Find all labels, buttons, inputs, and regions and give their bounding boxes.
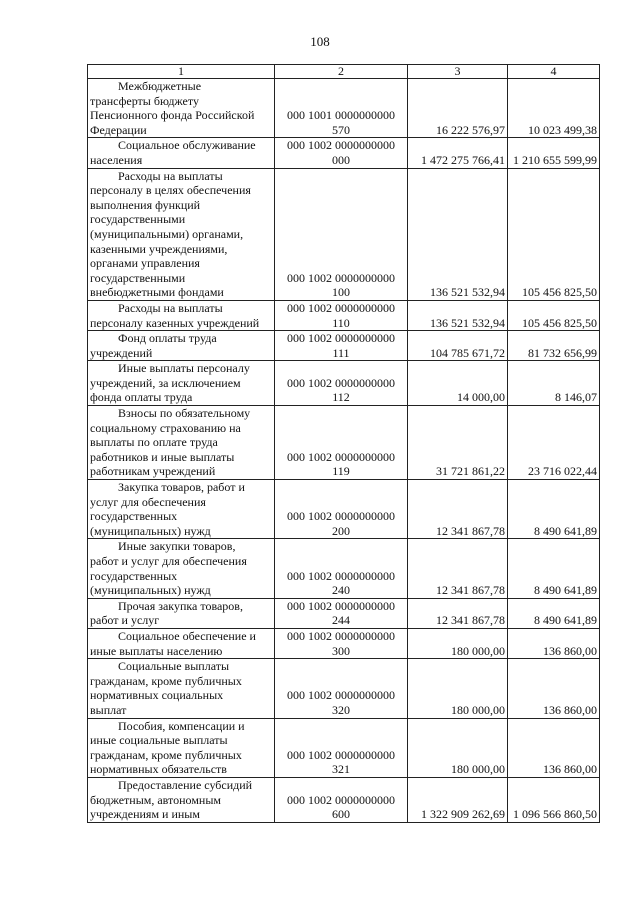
row-name-line: работ и услуг bbox=[90, 613, 160, 628]
row-value-col4: 8 490 641,89 bbox=[508, 539, 600, 598]
row-value-col4: 23 716 022,44 bbox=[508, 406, 600, 480]
row-name-line: Взносы по обязательному bbox=[118, 406, 251, 421]
row-code-line: 600 bbox=[332, 807, 350, 822]
row-name-line: Расходы на выплаты bbox=[118, 168, 223, 183]
row-code bbox=[275, 480, 408, 539]
row-name-line: работникам учреждений bbox=[90, 464, 216, 479]
row-code bbox=[275, 361, 408, 406]
row-name-line: государственными bbox=[90, 212, 186, 227]
row-code-line: 321 bbox=[332, 762, 350, 777]
row-name-line: Предоставление субсидий bbox=[118, 777, 253, 792]
row-name-line: Межбюджетные bbox=[118, 79, 202, 93]
table-row bbox=[88, 406, 600, 480]
row-name-line: учреждений, за исключением bbox=[90, 375, 241, 390]
row-name-line: фонда оплаты труда bbox=[90, 390, 193, 405]
table-row bbox=[88, 300, 600, 330]
row-code-line: 000 1002 0000000000 bbox=[287, 270, 395, 285]
row-code bbox=[275, 331, 408, 361]
table-row bbox=[88, 598, 600, 628]
row-value-col4: 8 146,07 bbox=[508, 361, 600, 406]
row-value-col4: 136 860,00 bbox=[508, 628, 600, 658]
row-name-line: Прочая закупка товаров, bbox=[118, 598, 243, 613]
table-row bbox=[88, 361, 600, 406]
row-value-col3: 16 222 576,97 bbox=[408, 79, 508, 138]
table-row bbox=[88, 659, 600, 718]
table-row bbox=[88, 718, 600, 777]
row-value-col4: 10 023 499,38 bbox=[508, 79, 600, 138]
row-name-line: Иные закупки товаров, bbox=[118, 539, 236, 554]
row-name-line: бюджетным, автономным bbox=[90, 792, 221, 807]
row-name-line: (муниципальными) органами, bbox=[90, 226, 244, 241]
row-code-line: 320 bbox=[332, 702, 350, 717]
row-name-line: выполнения функций bbox=[90, 197, 201, 212]
row-name-line: Иные выплаты персоналу bbox=[118, 361, 250, 376]
row-value-col3: 180 000,00 bbox=[408, 718, 508, 777]
row-value-col3: 1 472 275 766,41 bbox=[408, 138, 508, 168]
row-name-line: персоналу в целях обеспечения bbox=[90, 183, 251, 198]
row-code-line: 000 1002 0000000000 bbox=[287, 300, 395, 315]
row-value-col4: 136 860,00 bbox=[508, 718, 600, 777]
row-code-line: 110 bbox=[332, 315, 350, 330]
row-code bbox=[275, 598, 408, 628]
row-name-line: выплаты по оплате труда bbox=[90, 435, 218, 450]
row-code-line: 000 1002 0000000000 bbox=[287, 509, 395, 524]
row-code bbox=[275, 539, 408, 598]
row-name-line: Пенсионного фонда Российской bbox=[90, 108, 255, 123]
table-row bbox=[88, 168, 600, 300]
row-value-col3: 12 341 867,78 bbox=[408, 539, 508, 598]
row-name-line: услуг для обеспечения bbox=[90, 494, 206, 509]
row-name-line: (муниципальных) нужд bbox=[90, 583, 211, 598]
row-name-line: Фонд оплаты труда bbox=[118, 331, 217, 346]
row-value-col4: 1 210 655 599,99 bbox=[508, 138, 600, 168]
table-row bbox=[88, 138, 600, 168]
row-value-col3: 180 000,00 bbox=[408, 659, 508, 718]
row-value-col4: 8 490 641,89 bbox=[508, 480, 600, 539]
row-value-col4: 136 860,00 bbox=[508, 659, 600, 718]
row-code-line: 112 bbox=[332, 390, 350, 405]
row-name bbox=[88, 718, 275, 777]
row-code-line: 000 1002 0000000000 bbox=[287, 688, 395, 703]
row-name bbox=[88, 79, 275, 138]
row-name-line: органами управления bbox=[90, 256, 200, 271]
row-code-line: 000 1002 0000000000 bbox=[287, 568, 395, 583]
page-number: 108 bbox=[310, 34, 330, 49]
table-row bbox=[88, 539, 600, 598]
row-code bbox=[275, 300, 408, 330]
row-name-line: иные социальные выплаты bbox=[90, 733, 228, 748]
row-code-line: 200 bbox=[332, 523, 350, 538]
row-name-line: казенными учреждениями, bbox=[90, 241, 228, 256]
row-name bbox=[88, 406, 275, 480]
table-row bbox=[88, 777, 600, 822]
row-code-line: 000 1002 0000000000 bbox=[287, 747, 395, 762]
row-value-col4: 81 732 656,99 bbox=[508, 331, 600, 361]
row-name bbox=[88, 361, 275, 406]
row-name bbox=[88, 598, 275, 628]
row-name-line: персоналу казенных учреждений bbox=[90, 315, 260, 330]
row-value-col3: 1 322 909 262,69 bbox=[408, 777, 508, 822]
row-name-line: Федерации bbox=[90, 122, 147, 137]
row-name-line: учреждений bbox=[90, 345, 153, 360]
row-name-line: Закупка товаров, работ и bbox=[118, 480, 245, 495]
table-header-row bbox=[88, 65, 600, 79]
row-name bbox=[88, 659, 275, 718]
row-name-line: (муниципальных) нужд bbox=[90, 523, 211, 538]
row-name-line: нормативных обязательств bbox=[90, 762, 227, 777]
row-value-col3: 12 341 867,78 bbox=[408, 598, 508, 628]
table-row bbox=[88, 480, 600, 539]
row-code-line: 000 1002 0000000000 bbox=[287, 449, 395, 464]
row-value-col4: 8 490 641,89 bbox=[508, 598, 600, 628]
row-code-line: 244 bbox=[332, 613, 350, 628]
row-name-line: нормативных социальных bbox=[90, 688, 224, 703]
row-name-line: гражданам, кроме публичных bbox=[90, 747, 242, 762]
row-name-line: населения bbox=[90, 152, 143, 167]
row-code-line: 119 bbox=[332, 464, 350, 479]
row-name-line: социальному страхованию на bbox=[90, 420, 241, 435]
row-name-line: работников и иные выплаты bbox=[90, 449, 235, 464]
row-code-line: 100 bbox=[332, 285, 350, 300]
row-code-line: 240 bbox=[332, 583, 350, 598]
row-name-line: трансферты бюджету bbox=[90, 93, 199, 108]
column-header: 4 bbox=[508, 65, 600, 79]
table-row bbox=[88, 79, 600, 138]
row-code-line: 000 1002 0000000000 bbox=[287, 792, 395, 807]
column-header: 3 bbox=[408, 65, 508, 79]
row-name-line: работ и услуг для обеспечения bbox=[90, 554, 247, 568]
column-header: 2 bbox=[275, 65, 408, 79]
row-value-col3: 180 000,00 bbox=[408, 628, 508, 658]
row-name bbox=[88, 168, 275, 300]
row-code-line: 000 1001 0000000000 bbox=[287, 108, 395, 123]
row-code-line: 111 bbox=[332, 345, 350, 360]
table-row bbox=[88, 331, 600, 361]
row-name bbox=[88, 539, 275, 598]
row-name-line: Расходы на выплаты bbox=[118, 300, 223, 315]
row-value-col4: 105 456 825,50 bbox=[508, 168, 600, 300]
table-row bbox=[88, 628, 600, 658]
row-code bbox=[275, 138, 408, 168]
row-name-line: Пособия, компенсации и bbox=[118, 718, 245, 733]
row-code bbox=[275, 406, 408, 480]
row-value-col4: 1 096 566 860,50 bbox=[508, 777, 600, 822]
budget-table bbox=[87, 64, 600, 823]
row-name bbox=[88, 480, 275, 539]
row-value-col3: 136 521 532,94 bbox=[408, 168, 508, 300]
row-code bbox=[275, 718, 408, 777]
row-code-line: 000 bbox=[332, 152, 350, 167]
row-code bbox=[275, 777, 408, 822]
row-code bbox=[275, 168, 408, 300]
row-code bbox=[275, 628, 408, 658]
row-value-col3: 31 721 861,22 bbox=[408, 406, 508, 480]
row-name-line: выплат bbox=[90, 702, 127, 717]
row-code-line: 300 bbox=[332, 643, 350, 658]
row-value-col3: 136 521 532,94 bbox=[408, 300, 508, 330]
row-code bbox=[275, 79, 408, 138]
row-name bbox=[88, 331, 275, 361]
row-name-line: государственных bbox=[90, 509, 178, 524]
row-value-col3: 104 785 671,72 bbox=[408, 331, 508, 361]
row-name-line: гражданам, кроме публичных bbox=[90, 673, 242, 688]
row-value-col4: 105 456 825,50 bbox=[508, 300, 600, 330]
row-code-line: 000 1002 0000000000 bbox=[287, 138, 395, 153]
row-code bbox=[275, 659, 408, 718]
row-code-line: 000 1002 0000000000 bbox=[287, 598, 395, 613]
row-name bbox=[88, 777, 275, 822]
row-name-line: государственными bbox=[90, 270, 186, 285]
row-code-line: 000 1002 0000000000 bbox=[287, 375, 395, 390]
row-value-col3: 12 341 867,78 bbox=[408, 480, 508, 539]
row-name bbox=[88, 628, 275, 658]
row-value-col3: 14 000,00 bbox=[408, 361, 508, 406]
column-header: 1 bbox=[88, 65, 275, 79]
row-code-line: 570 bbox=[332, 122, 350, 137]
row-name-line: внебюджетными фондами bbox=[90, 285, 224, 300]
row-name-line: учреждениям и иным bbox=[90, 807, 200, 822]
row-code-line: 000 1002 0000000000 bbox=[287, 628, 395, 643]
row-code-line: 000 1002 0000000000 bbox=[287, 331, 395, 346]
row-name bbox=[88, 300, 275, 330]
row-name-line: Социальное обеспечение и bbox=[118, 628, 256, 643]
row-name-line: государственных bbox=[90, 568, 178, 583]
row-name bbox=[88, 138, 275, 168]
row-name-line: Социальное обслуживание bbox=[118, 138, 256, 153]
row-name-line: иные выплаты населению bbox=[90, 643, 223, 658]
row-name-line: Социальные выплаты bbox=[118, 659, 230, 674]
